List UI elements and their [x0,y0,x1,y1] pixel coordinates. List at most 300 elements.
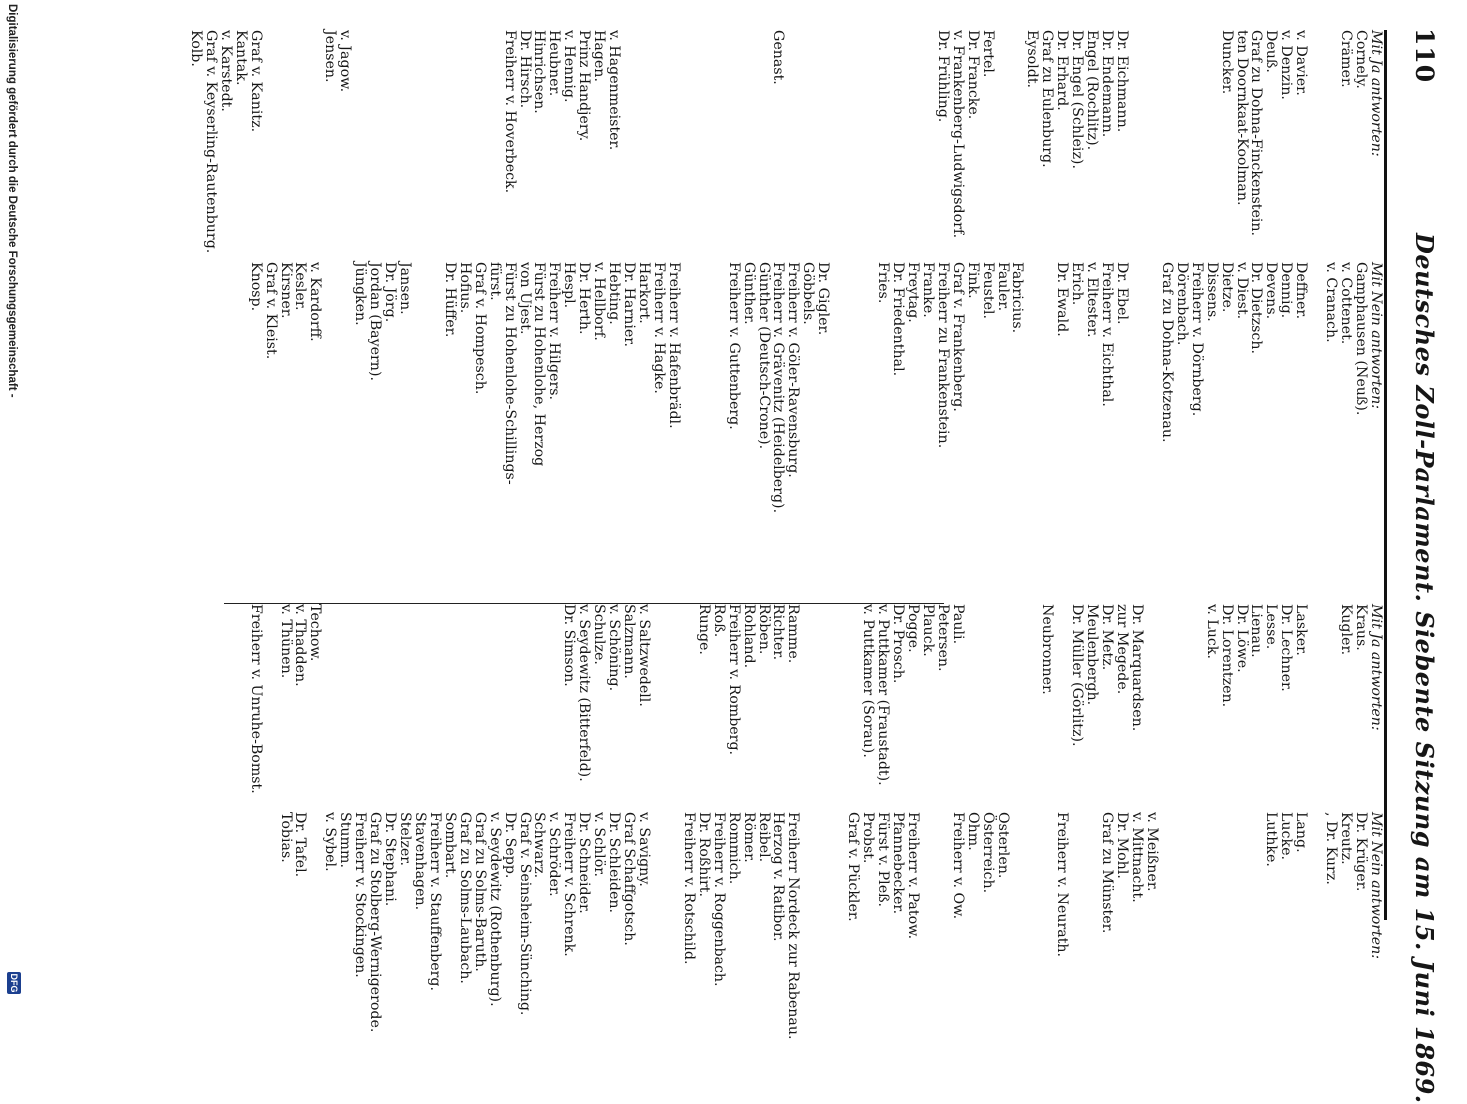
name-entry: Meulenbergh. [1084,604,1101,706]
name-entry: Freiherr v. Neurath. [1054,812,1071,958]
name-entry: v. Mittnacht. [1129,812,1145,903]
name-entry [1144,30,1159,260]
name-entry: Kesler. [292,262,309,311]
name-entry [890,30,905,260]
name-entry: v. Denzin. [1278,30,1295,100]
name-entry [397,30,412,260]
name-entry: Österreich. [979,812,996,894]
name-entry: Freiherr v. Hilgers. [546,262,563,401]
name-entry: Salzmann. [621,604,638,679]
name-entry: Kugler. [1338,604,1355,656]
name-entry: Kolb. [187,30,204,67]
name-entry [382,30,397,260]
name-entry [726,30,741,260]
name-entry [1174,604,1189,774]
name-entry [815,604,830,774]
column-heading: Mit Ja antworten: [1368,30,1384,157]
name-entry [1025,604,1040,774]
name-entry [800,604,815,774]
name-entry [397,604,412,774]
name-entry: , Dr. Kurz. [1323,812,1340,885]
name-entry: Devens. [1263,262,1280,320]
name-entry: Dr. Eichmann. [1114,30,1131,133]
name-entry: Dr. Engel (Schleiz). [1069,30,1086,169]
name-entry: Crämer. [1338,30,1355,88]
name-entry: v. Meißner. [1143,812,1160,892]
name-entry: Freiherr zu Frankenstein. [934,262,951,449]
name-entry: Hebting. [606,262,623,325]
name-entry: Prinz Handjery. [576,30,593,142]
name-entry [681,604,696,774]
name-entry: Dörenbach. [1173,262,1190,346]
name-entry: Freiherr v. Göler-Ravensburg. [785,262,802,478]
name-entry: Freiherr v. Hagke. [651,262,667,394]
column-right-yes [247,604,1384,794]
name-entry: Römer. [740,812,757,863]
name-entry: Freiherr v. Stockingen. [352,812,369,978]
name-entry: Dr. Metz. [1099,604,1116,671]
name-entry: Freiherr v. Eichthal. [1099,262,1116,407]
name-entry: Graf Schaffgotsch. [621,812,638,946]
name-entry [532,604,547,774]
name-entry: Dr. Roßhirt. [695,812,712,897]
name-entry: Hofius. [456,262,473,314]
name-entry [1189,812,1204,1002]
name-entry: Probst. [860,812,877,864]
name-entry [1129,30,1144,260]
name-entry: Graf zu Solms-Baruth. [471,812,488,972]
name-entry [1159,604,1174,774]
name-entry: Rommich. [725,812,742,885]
name-entry: Lucke. [1278,812,1295,861]
name-entry [352,30,367,260]
name-entry: Freiherr v. Hoverbeck. [501,30,518,194]
name-entry: Graf zu Stolberg-Wernigerode. [367,812,384,1033]
name-entry: Hagen. [591,30,608,82]
name-entry: Jensen. [322,30,339,83]
name-entry [1249,812,1264,1002]
name-entry: v. Thünen. [277,604,294,679]
name-entry: Schulze. [591,604,608,665]
name-entry: Freiherr v. Rotschild. [680,812,697,965]
name-entry [666,30,681,260]
name-entry: Fürst zu Hohenlohe-Schillings- [501,262,518,485]
name-entry: Rohland. [740,604,757,669]
name-entry: Dietze. [1218,262,1235,313]
name-entry: v. Eltester. [1084,262,1101,338]
name-entry [1010,812,1025,1002]
name-entry: v. Schöning. [606,604,623,692]
name-entry: Osterlen. [994,812,1011,879]
name-entry [980,604,995,774]
name-entry: Freytag. [904,262,921,323]
name-entry: Lang. [1293,812,1310,853]
name-entry: Freiherr v. Ow. [949,812,966,920]
name-entry [830,262,845,502]
digitization-note [0,0,22,1000]
header-rule [1384,30,1387,920]
name-entry: v. Savigny. [636,812,653,887]
name-entry [1174,812,1189,1002]
column-mid-no [247,262,1384,514]
name-entry: Freiherr v. Patow. [904,812,921,940]
name-entry [337,262,352,502]
name-entry: Cornely. [1353,30,1370,89]
name-entry [681,262,696,502]
name-entry [427,262,442,502]
funding-note: Digitalisierung gefördert durch die Deutsche Forschungsgemeinschaft - [6,4,18,398]
name-entry: Plauck. [919,604,936,657]
name-entry: Tobias. [277,812,294,863]
name-entry: Günther. [740,262,757,325]
name-entry: Dr. Schleiden. [606,812,623,914]
name-entry: Dr. Tafel. [292,812,309,878]
name-entry [1025,262,1040,502]
name-entry [442,604,457,774]
name-entry: v. Frankenberg-Ludwigsdorf. [949,30,966,239]
name-entry [337,604,352,774]
name-entry: v. Jagow. [337,30,354,93]
name-entry: Ramme. [785,604,802,664]
name-entry [965,604,980,774]
name-entry: Dr. Krüger. [1353,812,1370,892]
name-entry: Dennig. [1278,262,1295,319]
name-entry: Dr. Mohl. [1114,812,1131,879]
name-entry [1234,812,1249,1002]
name-entry: Schwarz. [531,812,548,879]
name-entry: Dr. Ebel. [1114,262,1131,325]
name-entry: Dr. Löwe. [1233,604,1250,673]
column-right-no [277,812,1384,1040]
name-entry: Dr. Lorentzen. [1218,604,1235,708]
name-entry: Dr. Jörg. [382,262,399,323]
name-entry [800,30,815,260]
name-entry: Franke. [919,262,936,318]
name-entry [666,604,681,774]
name-entry: Lesse. [1263,604,1280,650]
name-entry [1054,604,1069,774]
name-entry [412,262,427,502]
name-entry: Röben. [755,604,772,655]
name-entry [352,604,367,774]
name-entry [547,604,562,774]
name-entry [457,30,472,260]
name-entry [845,262,860,502]
name-entry [860,30,875,260]
name-entry: Ohm. [964,812,981,851]
name-entry: v. Hellborf. [591,262,608,341]
name-entry [412,604,427,774]
name-entry: v. Cottenet. [1338,262,1355,345]
name-entry [1159,812,1174,1002]
column-heading: Mit Ja antworten: [1368,604,1384,731]
name-entry: Dr. Endemann. [1099,30,1116,138]
name-entry: Graf v. Hompesch. [471,262,488,395]
name-entry: Stavenhagen. [412,812,428,911]
name-entry [263,604,278,774]
name-entry: Knosp. [247,262,264,312]
name-entry [1039,812,1054,1002]
name-entry: Fürst v. Pleß. [875,812,892,908]
name-entry [1010,604,1025,774]
name-entry: Fürst zu Hohenlohe, Herzog [531,262,548,467]
name-entry [1174,30,1189,260]
name-entry: Kraus. [1353,604,1370,651]
name-entry: Neubronner. [1039,604,1056,695]
name-entry: Heubner. [546,30,563,97]
name-entry: v. Schlör. [591,812,608,877]
name-entry: Graf zu Dohna-Kotzenau. [1158,262,1175,443]
column-left-yes [188,30,1383,260]
name-entry: Graf v. Frankenberg. [949,262,966,412]
name-entry [995,604,1010,774]
name-entry [517,604,532,774]
name-entry [1219,812,1234,1002]
name-entry [1144,604,1159,774]
name-entry [502,604,517,774]
name-entry [995,30,1010,260]
name-entry [696,262,711,502]
name-entry: Jordan (Bayern). [367,262,384,381]
name-entry: Dr. Francke. [964,30,981,120]
name-entry: Stelzer. [397,812,414,866]
name-entry [457,604,472,774]
name-entry: Runge. [695,604,712,655]
name-entry: Dr. Prosch. [890,604,906,684]
name-entry [741,30,756,260]
name-entry: Stumm. [337,812,354,868]
name-entry: Dr. Dietzsch. [1248,262,1265,354]
name-entry [935,812,950,1002]
name-entry [920,812,935,1002]
name-entry [1189,604,1204,774]
name-entry [1323,604,1338,774]
name-entry [920,30,935,260]
name-entry [800,812,815,1002]
name-entry: Freiherr v. Roggenbach. [710,812,727,987]
name-entry: Sombart. [441,812,458,879]
name-entry [845,30,860,260]
name-entry [860,262,875,502]
name-entry: Deffner. [1293,262,1310,320]
name-entry: v. Kardorff. [307,262,324,342]
name-entry: Reibel. [755,812,772,863]
name-entry: Genast. [770,30,787,85]
name-entry: zur Megede. [1114,604,1131,695]
name-entry: Pogge. [904,604,921,653]
name-entry: Dr. Ewald. [1054,262,1071,337]
name-entry [263,30,278,260]
name-entry [487,30,502,260]
name-entry: v. Hagenmeister. [606,30,623,151]
name-entry: Petersen. [934,604,951,672]
name-entry: Freiherr v. Dörnberg. [1188,262,1205,417]
name-entry [711,30,726,260]
name-entry: Lasker. [1293,604,1310,656]
name-entry: Graf zu Dohna-Finckenstein. [1248,30,1265,237]
name-entry: Deuß. [1263,30,1280,73]
name-entry: ten Doornkaat-Koolman. [1233,30,1250,206]
name-entry [815,30,830,260]
name-entry [308,30,323,260]
running-title: Deutsches Zoll-Parlament. Siebente Sitzung am 15. Juni 1869. [1410,233,1439,1104]
name-entry: v. Karstedt. [217,30,234,112]
name-entry: Freiherr Nordeck zur Rabenau. [785,812,802,1040]
name-entry: fürst. [486,262,503,301]
name-entry: Kreutz. [1338,812,1355,865]
name-entry: Dr. Stephani. [382,812,399,907]
name-entry: Hinrichsen. [531,30,548,114]
name-entry: Dr. Schneider. [576,812,593,914]
page-header [1391,28,1447,1104]
name-entry [696,30,711,260]
name-entry [830,812,845,1002]
name-entry [651,30,666,260]
name-entry [621,30,636,260]
name-entry [382,604,397,774]
name-entry: v. Diest. [1233,262,1250,320]
name-entry: Dr. Simson. [561,604,578,687]
name-entry: Freiherr v. Guttenberg. [725,262,742,430]
name-entry [427,604,442,774]
name-entry: Freiherr v. Unruhe-Bomst. [247,604,264,794]
name-entry: Herzog v. Ratibor. [770,812,787,942]
name-entry: Dr. Hirsch. [516,30,533,109]
name-entry: Jansen. [397,262,414,315]
name-entry [651,604,666,774]
name-entry: von Ujest. [516,262,533,335]
name-entry [711,262,726,502]
name-entry: Jüngken. [352,262,369,326]
name-entry [666,812,681,1002]
name-entry [1323,30,1338,260]
name-entry [322,604,337,774]
name-entry: v. Cranach. [1323,262,1340,343]
name-entry: v. Seydewitz (Bitterfeld). [576,604,593,782]
name-entry: v. Thadden. [292,604,309,687]
name-entry: Techow. [307,604,324,662]
name-entry: Freiherr v. Grävenitz (Heidelberg). [770,262,787,514]
name-entry [1308,262,1323,502]
name-entry [875,30,890,260]
name-entry [472,30,487,260]
name-entry: Richter. [770,604,787,661]
name-entry [367,30,382,260]
name-entry: Roß. [710,604,727,638]
name-entry: Dr. Herth. [576,262,593,335]
name-entry: Kantak. [232,30,249,86]
name-entry: Dr. Harnier. [621,262,638,348]
name-entry [308,812,323,1002]
name-entry: Dr. Friedenthal. [890,262,906,377]
name-entry: Dissens. [1203,262,1220,322]
name-entry: v. Davier. [1293,30,1310,96]
name-entry [651,812,666,1002]
name-entry: v. Puttkamer (Sorau). [860,604,877,758]
dfg-logo: DFG [9,973,19,993]
name-entry: Feustel. [979,262,996,320]
name-entry: Fries. [875,262,892,304]
name-entry [1189,30,1204,260]
name-entry: Erich. [1069,262,1086,306]
name-entry [1129,262,1144,502]
name-entry [905,30,920,260]
name-entry [830,604,845,774]
name-entry: Dr. Frühling. [934,30,951,123]
name-entry [845,604,860,774]
name-entry: v. Hennig. [561,30,578,103]
name-entry [1308,812,1323,1002]
name-entry [681,30,696,260]
name-entry [442,30,457,260]
name-entry [1010,30,1025,260]
name-entry [1204,812,1219,1002]
name-entry [756,30,771,260]
name-entry: v. Schröder. [546,812,563,897]
name-entry [786,30,801,260]
name-entry: Hespl. [561,262,578,309]
name-entry: Freiherr v. Schrenk. [561,812,578,957]
name-entry: Graf v. Pückler. [845,812,862,922]
column-heading: Mit Nein antworten: [1368,262,1384,410]
name-entry [487,604,502,774]
name-entry [367,604,382,774]
name-entry: Fertel. [979,30,996,78]
name-entry: Pfannebecker. [890,812,906,915]
name-entry: Kirsner. [277,262,294,319]
name-entry: Göbbels. [800,262,817,325]
name-entry: Freiherr v. Stauffenberg. [426,812,443,991]
name-entry [1144,262,1159,502]
name-entry: Graf zu Solms-Laubach. [456,812,473,984]
name-entry [1025,812,1040,1002]
name-entry: v. Luck. [1203,604,1220,659]
name-entry [427,30,442,260]
name-entry: Freiherr v. Hafenbrädl. [665,262,682,429]
name-entry: Dr. Hüffer. [441,262,458,338]
name-entry: Dr. Gigler. [815,262,832,336]
name-entry: Luthke. [1263,812,1280,867]
name-entry: v. Seydewitz (Rothenburg). [486,812,503,1007]
name-entry [1069,812,1084,1002]
name-entry: Dr. Müller (Görlitz). [1069,604,1086,747]
name-entry [1308,30,1323,260]
page-number: 110 [1410,28,1439,84]
name-entry [1159,30,1174,260]
name-entry [293,30,308,260]
name-entry: Fink. [964,262,981,299]
name-entry [830,30,845,260]
name-entry [1308,604,1323,774]
name-entry: Lienau. [1248,604,1265,658]
name-entry: Fauler. [994,262,1011,312]
name-entry: Graf v. Seinsheim-Sünching. [516,812,533,1016]
name-entry: Graf zu Münster. [1099,812,1116,934]
name-entry [1084,812,1099,1002]
name-entry: Gamphausen (Neuß). [1353,262,1370,416]
name-entry: v. Sybel. [322,812,339,872]
name-entry [472,604,487,774]
column-heading: Mit Nein antworten: [1368,812,1384,960]
name-entry [815,812,830,1002]
name-entry: Graf v. Kanitz. [247,30,264,133]
name-entry: Engel (Rochlitz). [1084,30,1101,151]
name-entry [1204,30,1219,260]
name-entry: Dr. Sepp. [501,812,518,879]
name-entry: Duncker. [1218,30,1235,95]
name-entry: Graf zu Eulenburg. [1039,30,1056,168]
name-entry [322,262,337,502]
